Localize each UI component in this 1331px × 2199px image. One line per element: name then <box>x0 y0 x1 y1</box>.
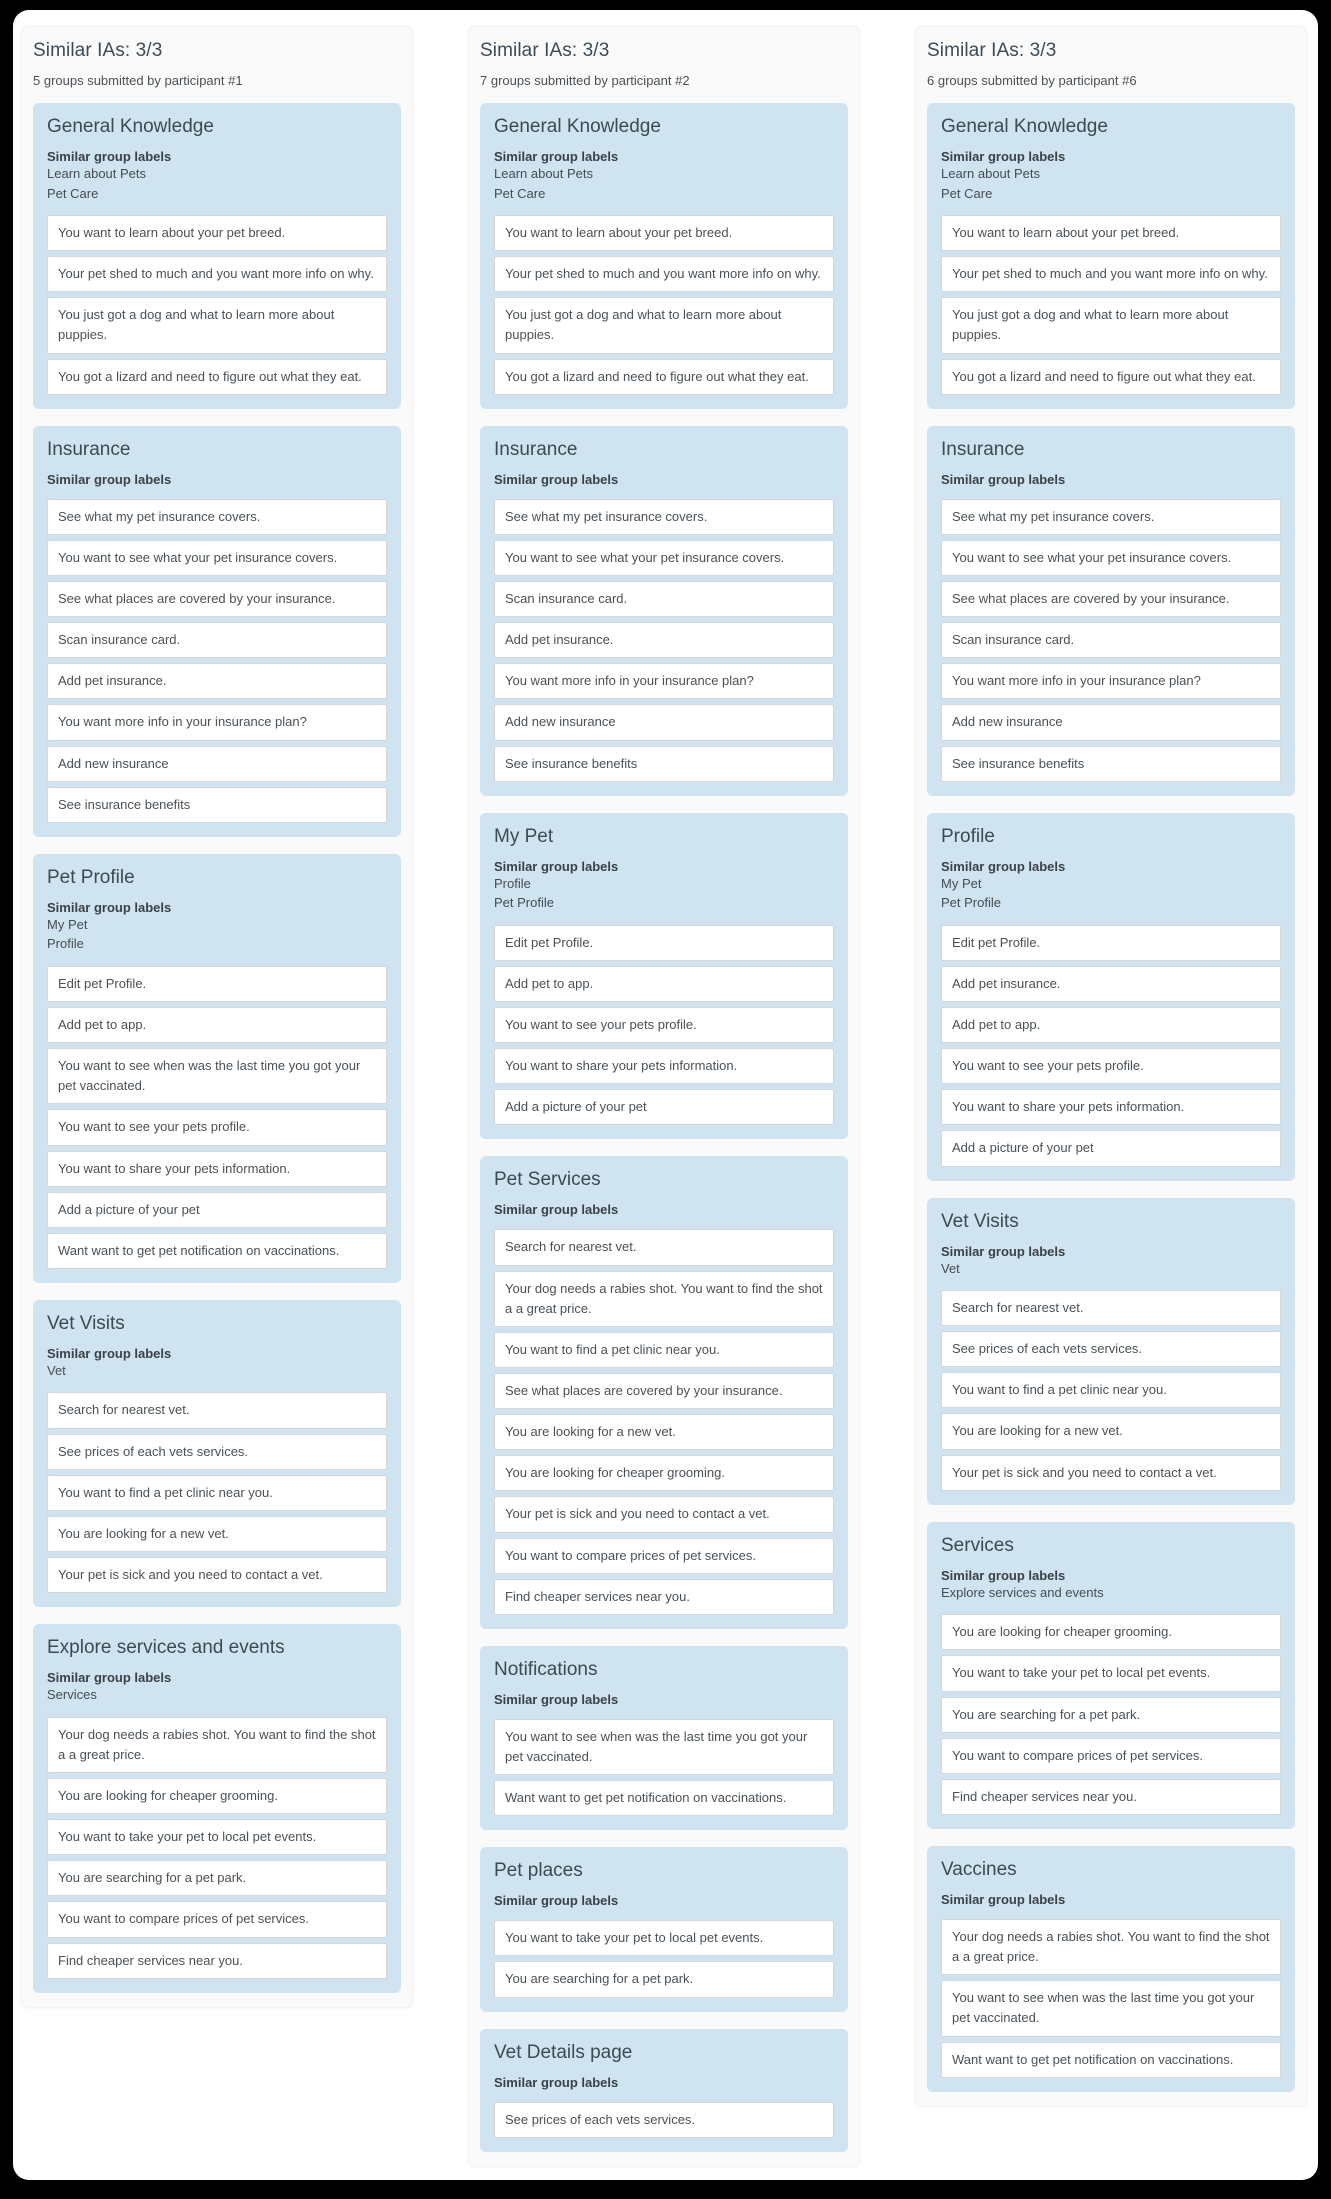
card-items <box>47 215 387 395</box>
card-items <box>941 499 1281 782</box>
group-title: Vaccines <box>941 1858 1017 1880</box>
group-title: Vet Visits <box>941 1210 1019 1232</box>
similar-group-labels <box>47 1361 387 1381</box>
card-items <box>941 925 1281 1167</box>
similar-group-labels-heading: Similar group labels <box>494 1691 619 1707</box>
groups-submitted-subtitle: 5 groups submitted by participant #1 <box>33 73 243 88</box>
card-item: You want to compare prices of pet services. <box>494 1538 834 1574</box>
similar-group-labels-heading: Similar group labels <box>494 2074 619 2090</box>
participant-column <box>469 27 859 2166</box>
card-item: Your pet shed to much and you want more info on why. <box>941 256 1281 292</box>
card-item: Your pet is sick and you need to contact a vet. <box>494 1496 834 1532</box>
card-item: You want to share your pets information. <box>494 1048 834 1084</box>
group-list <box>927 103 1295 2092</box>
similar-group-labels-heading: Similar group labels <box>47 1670 172 1686</box>
similar-group-labels-heading: Similar group labels <box>941 1243 1066 1259</box>
group-label: Vet <box>47 1362 66 1378</box>
card-item: See what my pet insurance covers. <box>941 499 1281 535</box>
card-items <box>494 1920 834 1997</box>
card-item: You want to compare prices of pet services. <box>941 1738 1281 1774</box>
card-item: Add pet insurance. <box>941 966 1281 1002</box>
card-item: You want to see your pets profile. <box>47 1109 387 1145</box>
card-item: You want to take your pet to local pet events. <box>494 1920 834 1956</box>
card-item: You are looking for a new vet. <box>47 1516 387 1552</box>
group-label: Learn about Pets <box>494 166 594 181</box>
card-item: You want more info in your insurance plan? <box>47 704 387 740</box>
card-item: Want want to get pet notification on vaccinations. <box>494 1780 834 1816</box>
card-item: You want to see when was the last time you got your pet vaccinated. <box>941 1980 1281 2036</box>
group-list <box>480 103 848 2152</box>
card-items <box>494 499 834 782</box>
card-item: Find cheaper services near you. <box>941 1779 1281 1815</box>
card-item: Edit pet Profile. <box>494 925 834 961</box>
card-item: You want to share your pets information. <box>47 1151 387 1187</box>
groups-submitted-subtitle: 7 groups submitted by participant #2 <box>480 73 690 88</box>
card-items <box>494 2102 834 2138</box>
group-title: Insurance <box>941 438 1025 460</box>
card-item: Scan insurance card. <box>494 581 834 617</box>
card-item: Add pet to app. <box>47 1007 387 1043</box>
card-item: You want to learn about your pet breed. <box>494 215 834 251</box>
group-label: My Pet <box>47 916 88 932</box>
card-item: You want to find a pet clinic near you. <box>47 1475 387 1511</box>
card-item: Your pet shed to much and you want more info on why. <box>494 256 834 292</box>
group-card <box>480 813 848 1140</box>
group-label: Pet Care <box>47 185 99 201</box>
card-item: Your pet is sick and you need to contact a vet. <box>941 1455 1281 1491</box>
group-title: Notifications <box>494 1658 598 1680</box>
card-item: See what places are covered by your insurance. <box>941 581 1281 617</box>
group-card <box>480 1847 848 2011</box>
group-card <box>927 813 1295 1181</box>
group-title: Profile <box>941 825 995 847</box>
card-item: You just got a dog and what to learn more about puppies. <box>47 297 387 353</box>
card-item: You want to take your pet to local pet events. <box>47 1819 387 1855</box>
card-item: Add a picture of your pet <box>47 1192 387 1228</box>
similar-group-labels-heading: Similar group labels <box>941 858 1066 874</box>
card-item: You just got a dog and what to learn more about puppies. <box>494 297 834 353</box>
card-item: Add new insurance <box>494 704 834 740</box>
similar-group-labels-heading: Similar group labels <box>494 471 619 487</box>
group-label: Vet <box>941 1260 960 1276</box>
card-item: Add new insurance <box>941 704 1281 740</box>
card-item: You want to find a pet clinic near you. <box>941 1372 1281 1408</box>
group-card <box>927 1846 1295 2092</box>
card-item: You are looking for cheaper grooming. <box>941 1614 1281 1650</box>
card-item: See prices of each vets services. <box>494 2102 834 2138</box>
group-card <box>33 1300 401 1607</box>
similar-group-labels-heading: Similar group labels <box>47 1345 172 1361</box>
card-item: Want want to get pet notification on vaccinations. <box>47 1233 387 1269</box>
card-items <box>47 1717 387 1979</box>
group-label: Pet Care <box>941 185 993 201</box>
card-item: Your pet shed to much and you want more info on why. <box>47 256 387 292</box>
card-item: You want to see what your pet insurance covers. <box>494 540 834 576</box>
card-item: You are looking for cheaper grooming. <box>47 1778 387 1814</box>
card-item: You are looking for cheaper grooming. <box>494 1455 834 1491</box>
group-card <box>33 1624 401 1992</box>
group-label: Pet Profile <box>941 895 1001 911</box>
similar-group-labels <box>47 164 387 203</box>
similar-group-labels-heading: Similar group labels <box>941 471 1066 487</box>
card-items <box>494 215 834 395</box>
similar-group-labels-heading: Similar group labels <box>494 1893 619 1909</box>
group-list <box>33 103 401 1993</box>
card-item: You are searching for a pet park. <box>941 1697 1281 1733</box>
card-item: Add pet to app. <box>941 1007 1281 1043</box>
group-label: Profile <box>494 875 531 891</box>
group-label: Explore services and events <box>941 1584 1104 1600</box>
similar-ias-board <box>22 27 1309 2166</box>
similar-group-labels-heading: Similar group labels <box>47 149 172 164</box>
card-item: See what places are covered by your insurance. <box>494 1373 834 1409</box>
card-item: See what places are covered by your insurance. <box>47 581 387 617</box>
group-title: Pet Profile <box>47 866 135 888</box>
card-item: Search for nearest vet. <box>494 1229 834 1265</box>
card-items <box>494 925 834 1126</box>
card-item: See prices of each vets services. <box>47 1434 387 1470</box>
card-item: You want to learn about your pet breed. <box>47 215 387 251</box>
group-label: Services <box>47 1687 97 1703</box>
group-card <box>927 103 1295 409</box>
similar-group-labels-heading: Similar group labels <box>494 858 619 874</box>
group-label: Pet Profile <box>494 895 554 911</box>
card-item: Scan insurance card. <box>941 622 1281 658</box>
card-item: You want to see your pets profile. <box>494 1007 834 1043</box>
card-item: Scan insurance card. <box>47 622 387 658</box>
group-title: My Pet <box>494 825 554 847</box>
group-label: Learn about Pets <box>47 166 147 181</box>
card-item: See what my pet insurance covers. <box>494 499 834 535</box>
group-card <box>480 103 848 409</box>
group-title: Insurance <box>47 438 131 460</box>
card-item: You got a lizard and need to figure out what they eat. <box>941 359 1281 395</box>
group-card <box>33 103 401 409</box>
similar-group-labels <box>941 1583 1281 1603</box>
similar-group-labels-heading: Similar group labels <box>47 471 172 487</box>
card-item: You want to share your pets information. <box>941 1089 1281 1125</box>
similar-group-labels-heading: Similar group labels <box>494 149 619 164</box>
similar-ias-heading: Similar IAs: 3/3 <box>927 40 1057 61</box>
group-card <box>33 854 401 1283</box>
group-label: Pet Care <box>494 185 546 201</box>
group-label: My Pet <box>941 875 982 891</box>
group-card <box>480 426 848 796</box>
group-card <box>480 1646 848 1830</box>
card-item: You are looking for a new vet. <box>494 1414 834 1450</box>
similar-group-labels <box>941 874 1281 913</box>
groups-submitted-subtitle: 6 groups submitted by participant #6 <box>927 73 1137 88</box>
card-items <box>941 1614 1281 1815</box>
card-item: See insurance benefits <box>494 746 834 782</box>
card-item: You want to see what your pet insurance covers. <box>941 540 1281 576</box>
card-item: Find cheaper services near you. <box>47 1943 387 1979</box>
group-title: Pet places <box>494 1860 583 1882</box>
group-label: Learn about Pets <box>941 166 1041 181</box>
participant-column <box>916 27 1306 2106</box>
card-item: Your dog needs a rabies shot. You want to find the shot a a great price. <box>941 1919 1281 1975</box>
group-label: Profile <box>47 936 84 952</box>
card-item: Your pet is sick and you need to contact a vet. <box>47 1557 387 1593</box>
card-item: Add a picture of your pet <box>941 1130 1281 1166</box>
card-item: Want want to get pet notification on vaccinations. <box>941 2042 1281 2078</box>
similar-group-labels-heading: Similar group labels <box>941 149 1066 164</box>
card-item: Add pet insurance. <box>47 663 387 699</box>
similar-group-labels-heading: Similar group labels <box>47 899 172 915</box>
group-card <box>927 1522 1295 1829</box>
page <box>13 10 1318 2180</box>
card-items <box>47 1392 387 1593</box>
card-item: You want more info in your insurance plan? <box>941 663 1281 699</box>
card-item: Edit pet Profile. <box>941 925 1281 961</box>
card-items <box>47 966 387 1269</box>
card-item: Search for nearest vet. <box>941 1290 1281 1326</box>
card-item: See what my pet insurance covers. <box>47 499 387 535</box>
card-item: You want to compare prices of pet services. <box>47 1901 387 1937</box>
group-title: Explore services and events <box>47 1637 285 1659</box>
card-items <box>494 1719 834 1816</box>
similar-group-labels-heading: Similar group labels <box>941 1891 1066 1907</box>
group-card <box>33 426 401 837</box>
card-items <box>941 215 1281 395</box>
card-item: Add a picture of your pet <box>494 1089 834 1125</box>
similar-ias-heading: Similar IAs: 3/3 <box>480 40 610 61</box>
card-item: Find cheaper services near you. <box>494 1579 834 1615</box>
card-item: You want to find a pet clinic near you. <box>494 1332 834 1368</box>
group-title: Vet Visits <box>47 1312 125 1334</box>
card-item: You want to take your pet to local pet events. <box>941 1655 1281 1691</box>
card-items <box>47 499 387 823</box>
card-item: See insurance benefits <box>47 787 387 823</box>
group-title: Insurance <box>494 438 578 460</box>
card-item: Add pet to app. <box>494 966 834 1002</box>
similar-ias-heading: Similar IAs: 3/3 <box>33 40 163 61</box>
card-item: See insurance benefits <box>941 746 1281 782</box>
card-item: Your dog needs a rabies shot. You want to find the shot a a great price. <box>494 1271 834 1327</box>
card-item: You got a lizard and need to figure out what they eat. <box>494 359 834 395</box>
group-title: General Knowledge <box>47 116 214 137</box>
participant-column <box>22 27 412 2007</box>
group-title: Pet Services <box>494 1169 601 1191</box>
card-item: You want to see when was the last time you got your pet vaccinated. <box>47 1048 387 1104</box>
card-item: Edit pet Profile. <box>47 966 387 1002</box>
card-item: You want to see what your pet insurance covers. <box>47 540 387 576</box>
card-item: You want to see when was the last time you got your pet vaccinated. <box>494 1719 834 1775</box>
group-title: Services <box>941 1534 1014 1556</box>
card-item: You want to learn about your pet breed. <box>941 215 1281 251</box>
card-item: You got a lizard and need to figure out what they eat. <box>47 359 387 395</box>
group-title: Vet Details page <box>494 2041 633 2063</box>
card-item: See prices of each vets services. <box>941 1331 1281 1367</box>
card-item: Search for nearest vet. <box>47 1392 387 1428</box>
card-item: You want more info in your insurance plan? <box>494 663 834 699</box>
group-card <box>927 1198 1295 1505</box>
similar-group-labels <box>494 164 834 203</box>
similar-group-labels-heading: Similar group labels <box>494 1202 619 1218</box>
group-card <box>480 1156 848 1628</box>
card-item: Add new insurance <box>47 746 387 782</box>
group-title: General Knowledge <box>494 116 661 137</box>
card-item: You want to see your pets profile. <box>941 1048 1281 1084</box>
card-item: You just got a dog and what to learn more about puppies. <box>941 297 1281 353</box>
card-item: Your dog needs a rabies shot. You want to find the shot a a great price. <box>47 1717 387 1773</box>
group-card <box>927 426 1295 796</box>
similar-group-labels-heading: Similar group labels <box>941 1567 1066 1583</box>
card-item: You are searching for a pet park. <box>494 1961 834 1997</box>
card-items <box>941 1290 1281 1491</box>
card-item: You are searching for a pet park. <box>47 1860 387 1896</box>
similar-group-labels <box>941 164 1281 203</box>
group-title: General Knowledge <box>941 116 1108 137</box>
group-card <box>480 2029 848 2152</box>
card-items <box>941 1919 1281 2078</box>
similar-group-labels <box>941 1259 1281 1279</box>
card-item: You are looking for a new vet. <box>941 1413 1281 1449</box>
similar-group-labels <box>47 915 387 954</box>
similar-group-labels <box>494 874 834 913</box>
card-items <box>494 1229 834 1614</box>
card-item: Add pet insurance. <box>494 622 834 658</box>
similar-group-labels <box>47 1685 387 1705</box>
